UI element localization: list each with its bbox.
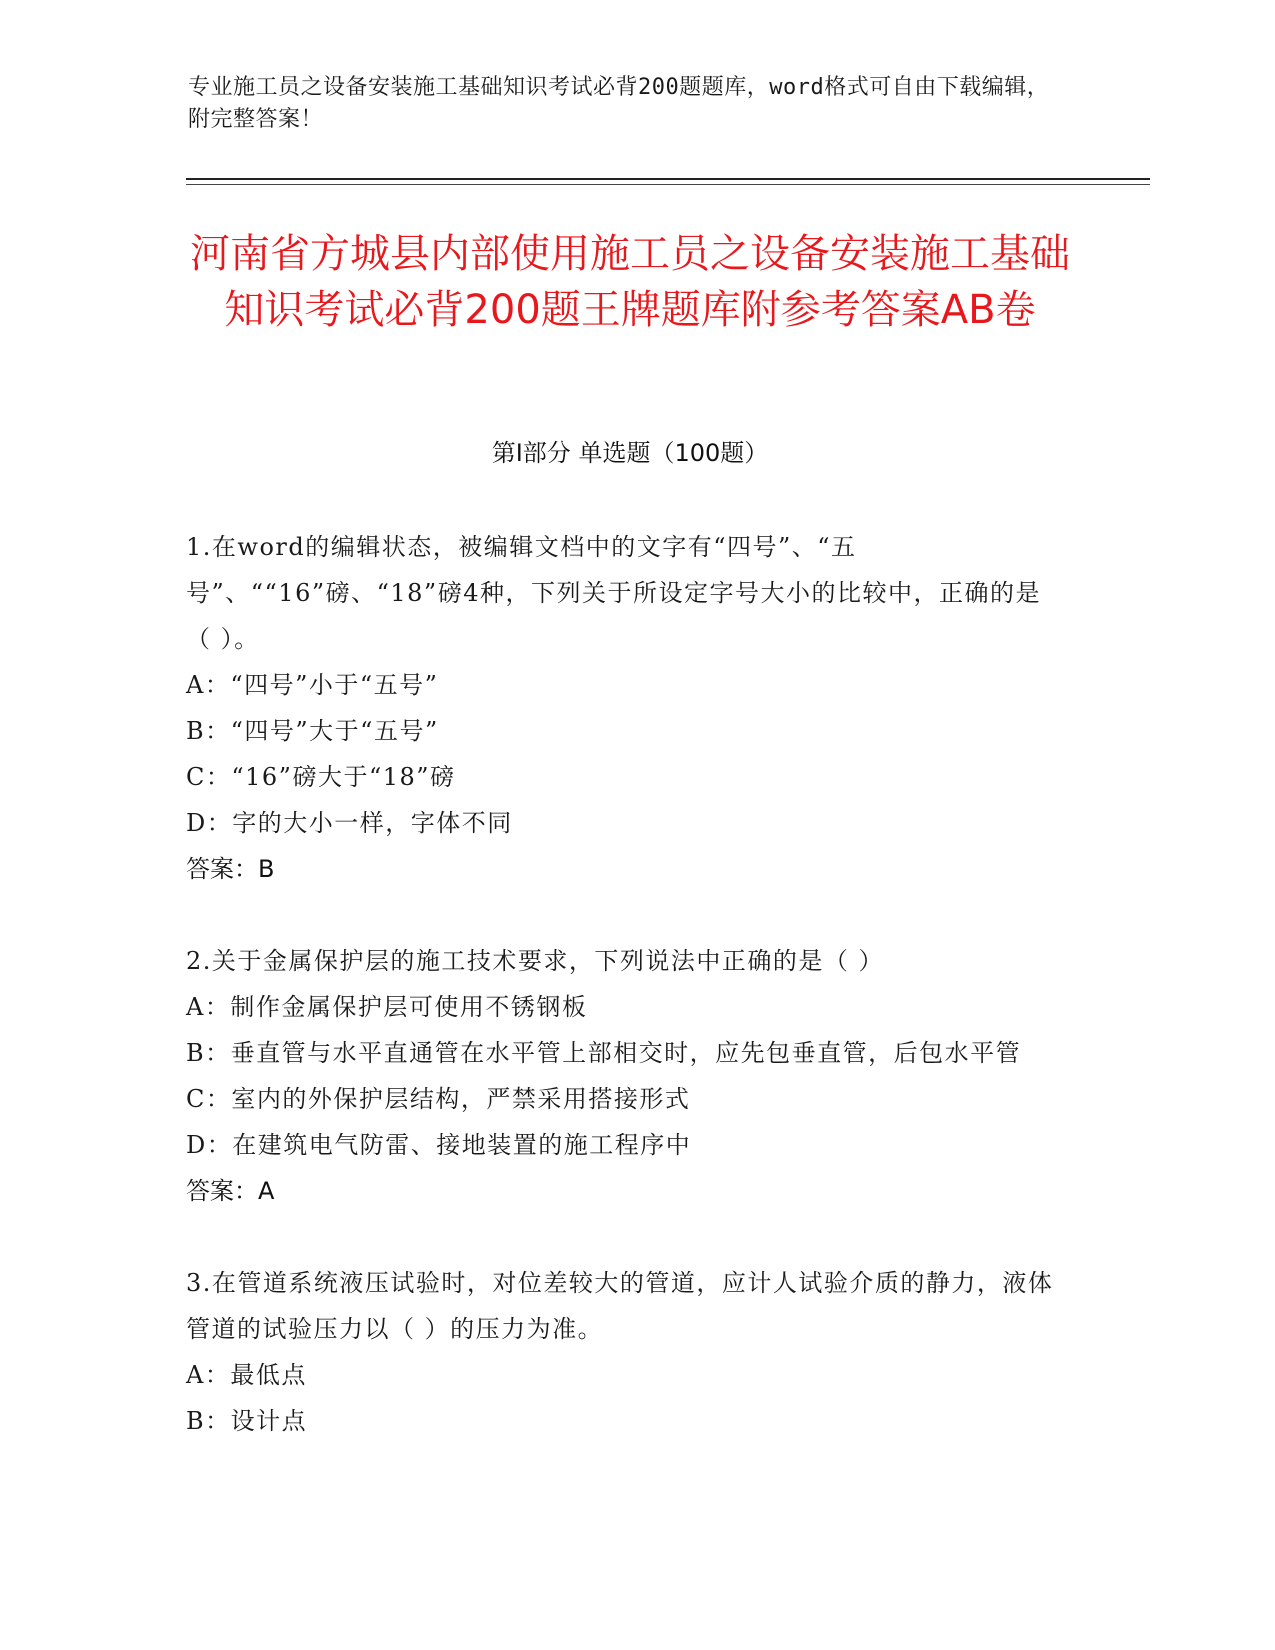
option-c: C：室内的外保护层结构，严禁采用搭接形式: [186, 1085, 691, 1113]
option-a: A：制作金属保护层可使用不锈钢板: [186, 993, 588, 1021]
question-2: [186, 938, 1066, 1214]
header-divider-thick: [186, 178, 1150, 180]
section-heading: 第Ⅰ部分 单选题（100题）: [491, 439, 769, 467]
header-note: 专业施工员之设备安装施工基础知识考试必背200题题库，word格式可自由下载编辑，附完整答案！: [188, 75, 1050, 132]
question-list: [186, 524, 1066, 1490]
document-title: 河南省方城县内部使用施工员之设备安装施工基础知识考试必背200题王牌题库附参考答案AB卷: [190, 231, 1070, 333]
answer: 答案：B: [186, 855, 275, 883]
header-divider-thin: [186, 184, 1150, 185]
question-3: [186, 1260, 1066, 1444]
question-stem: 3.在管道系统液压试验时，对位差较大的管道，应计人试验介质的静力，液体管道的试验压力以（ ）的压力为准。: [186, 1269, 1054, 1343]
answer: 答案：A: [186, 1177, 275, 1205]
question-stem: 2.关于金属保护层的施工技术要求，下列说法中正确的是（ ）: [186, 947, 885, 975]
option-b: B：垂直管与水平直通管在水平管上部相交时，应先包垂直管，后包水平管: [186, 1039, 1022, 1067]
option-a: A：最低点: [186, 1361, 307, 1389]
option-d: D：在建筑电气防雷、接地装置的施工程序中: [186, 1131, 692, 1159]
option-c: C：“16”磅大于“18”磅: [186, 763, 456, 791]
option-a: A：“四号”小于“五号”: [186, 671, 439, 699]
option-b: B：“四号”大于“五号”: [186, 717, 439, 745]
question-1: [186, 524, 1066, 892]
option-b: B：设计点: [186, 1407, 308, 1435]
option-d: D：字的大小一样，字体不同: [186, 809, 513, 837]
question-stem: 1.在word的编辑状态，被编辑文档中的文字有“四号”、“五号”、““16”磅、“18”磅4种，下列关于所设定字号大小的比较中，正确的是（ ）。: [186, 533, 1041, 653]
